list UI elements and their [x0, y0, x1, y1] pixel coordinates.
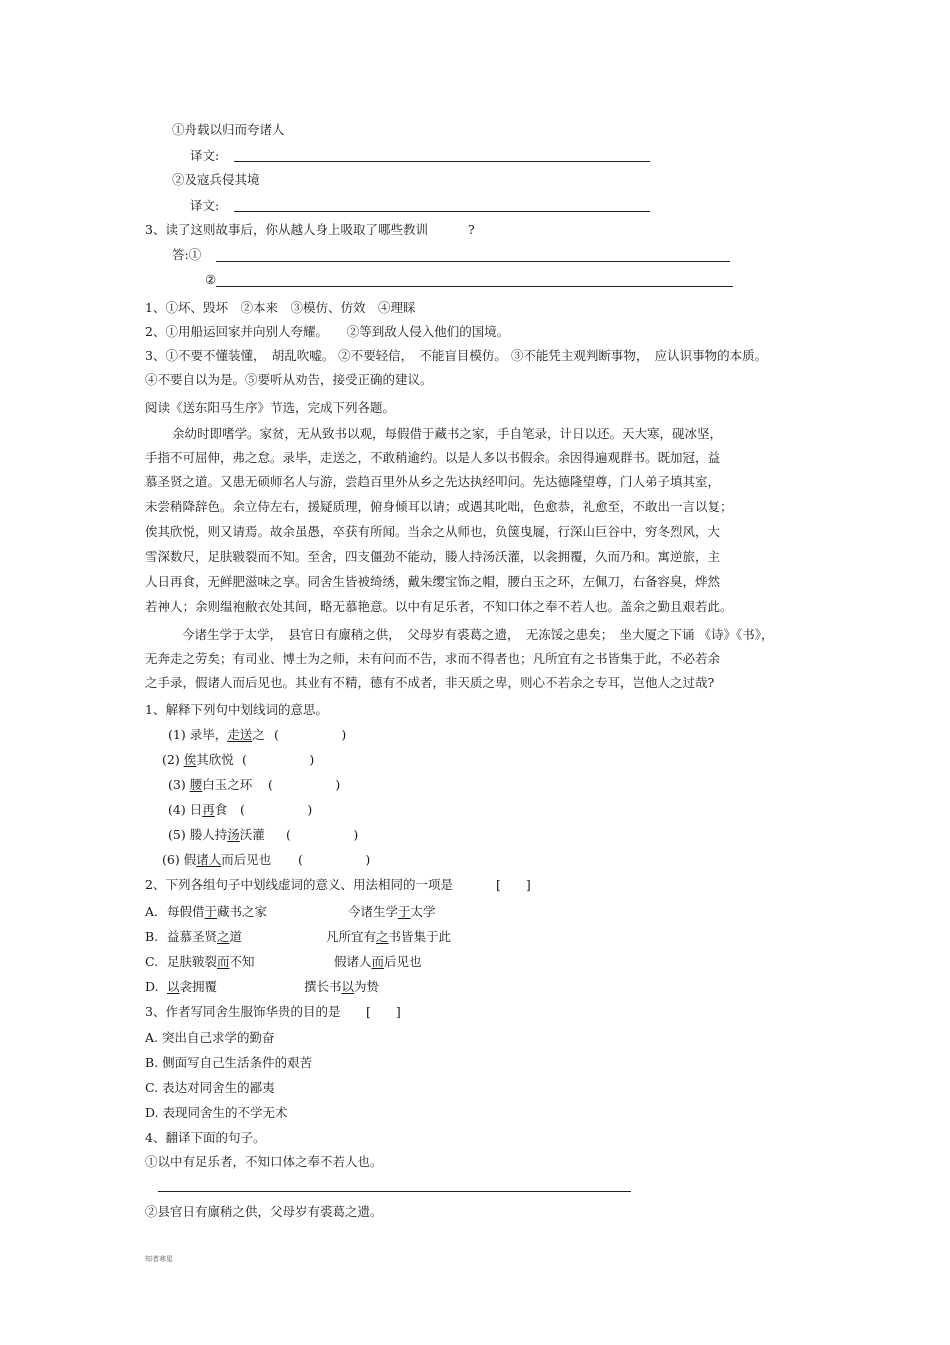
underlined-word: 走送 [227, 727, 253, 742]
item-number: (3) [168, 777, 190, 792]
option-label: C. [145, 954, 159, 969]
choice-option-c[interactable] [145, 954, 255, 970]
option-text: 假诸人 [334, 954, 372, 969]
item-text: 食 [214, 802, 228, 817]
option-label: B. [145, 929, 159, 944]
option-text: 每假借 [167, 904, 205, 919]
choice-option-a-second [348, 904, 436, 920]
choice-option-c-second [334, 954, 422, 970]
option-text: 道 [229, 929, 243, 944]
choice-option-b[interactable] [145, 929, 242, 945]
item-text: 录毕， [189, 727, 228, 742]
answer-parenthesis[interactable]: ( ) [286, 827, 359, 842]
question-title: 3、作者写同舍生服饰华贵的目的是 [145, 1004, 341, 1019]
answer-bracket[interactable]: [ ] [496, 877, 531, 892]
item-number: (2) [162, 752, 184, 767]
item-number: (6) [162, 852, 184, 867]
option-text: 后见也 [384, 954, 422, 969]
translation-sentence: ①以中有足乐者，不知口体之奉不若人也。 [145, 1154, 383, 1169]
answer-blank-line[interactable] [234, 161, 650, 162]
translation-label: 译文: [190, 198, 220, 213]
choice-option-b[interactable]: B. 侧面写自己生活条件的艰苦 [145, 1055, 313, 1070]
vocab-item [168, 827, 265, 843]
answer-parenthesis[interactable]: ( ) [240, 802, 313, 817]
option-text: 太学 [410, 904, 436, 919]
question-line: 3、读了这则故事后，你从越人身上吸取了哪些教训 [145, 222, 428, 237]
passage-line: 人日再食，无鲜肥滋味之享。同舍生皆被绮绣，戴朱缨宝饰之帽，腰白玉之环，左佩刀，右备容臭，烨然 [145, 574, 721, 589]
passage-line: 手指不可屈伸，弗之怠。录毕，走送之，不敢稍逾约。以是人多以书假余。余因得遍观群书。既加冠，益 [145, 450, 721, 465]
answer-parenthesis[interactable]: ( ) [274, 727, 347, 742]
answer-label: ② [205, 272, 217, 287]
question-title: 1、解释下列句中划线词的意思。 [145, 702, 328, 717]
choice-option-a[interactable]: A. 突出自己求学的勤奋 [145, 1030, 275, 1045]
option-text: 书皆集于此 [388, 929, 452, 944]
vocab-item [162, 852, 271, 868]
underlined-word: 俟 [183, 752, 197, 767]
option-text: 为贽 [354, 979, 380, 994]
option-text: 撰长书 [304, 979, 342, 994]
option-label: A. [145, 904, 159, 919]
answer-blank-line[interactable] [234, 211, 650, 212]
underlined-word: 汤 [227, 827, 240, 842]
passage-line: 若神人；余则缊袍敝衣处其间，略无慕艳意。以中有足乐者，不知口体之奉不若人也。盖余之勤且艰若此。 [145, 599, 733, 614]
option-text: 益慕圣贤 [167, 929, 218, 944]
underlined-word: 再 [202, 802, 215, 817]
underlined-word: 之 [376, 929, 389, 944]
option-text: 衾拥覆 [179, 979, 218, 994]
passage-line: 余幼时即嗜学。家贫，无从致书以观，每假借于藏书之家，手自笔录，计日以还。天大寒，砚冰坚， [172, 426, 723, 441]
answer-parenthesis[interactable]: ( ) [242, 752, 315, 767]
question-mark: ? [468, 222, 475, 237]
item-text: 其欣悦 [196, 752, 234, 767]
item-text: 沃灌 [239, 827, 265, 842]
passage-line: 未尝稍降辞色。余立侍左右，援疑质理，俯身倾耳以请；或遇其叱咄，色愈恭，礼愈至，不敢出一言以复； [145, 499, 733, 514]
answer-parenthesis[interactable]: ( ) [298, 852, 371, 867]
option-text: 藏书之家 [217, 904, 268, 919]
option-label: D. [145, 979, 159, 994]
question-title: 2、下列各组句子中划线虚词的意义、用法相同的一项是 [145, 877, 453, 892]
underlined-word: 之 [217, 929, 230, 944]
passage-line: 俟其欣悦，则又请焉。故余虽愚，卒获有所闻。当余之从师也，负箧曳屣，行深山巨谷中，穷冬烈风，大 [145, 524, 721, 539]
answer-blank-line[interactable] [158, 1191, 631, 1192]
passage-line: 之手录，假诸人而后见也。其业有不精，德有不成者，非天质之卑，则心不若余之专耳，岂他人之过哉? [145, 675, 715, 690]
question-line: ②及寇兵侵其境 [172, 172, 260, 187]
question-line: ①舟载以归而夸诸人 [172, 122, 285, 137]
choice-option-d[interactable] [145, 979, 217, 995]
option-text: 不知 [229, 954, 255, 969]
answer-key-line: 1、①坏、毁坏 ②本来 ③模仿、仿效 ④理睬 [145, 300, 416, 315]
underlined-word: 以 [167, 979, 180, 994]
option-text: 凡所宜有 [326, 929, 377, 944]
passage-line: 雪深数尺，足肤皲裂而不知。至舍，四支僵劲不能动，媵人持汤沃灌，以衾拥覆，久而乃和。寓逆旅，主 [145, 549, 721, 564]
vocab-item [168, 777, 252, 793]
item-text: 假 [183, 852, 197, 867]
translation-sentence: ②县官日有廪稍之供，父母岁有裘葛之遗。 [145, 1204, 383, 1219]
item-text: 媵人持 [189, 827, 228, 842]
item-text: 白玉之环 [202, 777, 253, 792]
reading-intro: 阅读《送东阳马生序》节选，完成下列各题。 [145, 400, 396, 415]
answer-parenthesis[interactable]: ( ) [268, 777, 341, 792]
option-text: 今诸生学 [348, 904, 399, 919]
underlined-word: 而 [371, 954, 385, 969]
underlined-word: 诸人 [196, 852, 222, 867]
underlined-word: 于 [398, 904, 411, 919]
answer-blank-line[interactable] [216, 261, 730, 262]
choice-option-b-second [326, 929, 451, 945]
choice-option-c[interactable]: C. 表达对同舍生的鄙夷 [145, 1080, 275, 1095]
choice-option-d[interactable]: D. 表现同舍生的不学无术 [145, 1105, 288, 1120]
item-number: (5) [168, 827, 190, 842]
question-title: 4、翻译下面的句子。 [145, 1130, 266, 1145]
item-number: (1) [168, 727, 190, 742]
answer-key-line: 2、①用船运回家并向别人夸耀。 ②等到敌人侵入他们的国境。 [145, 324, 510, 339]
passage-line: 无奔走之劳矣；有司业、博士为之师，未有问而不告，求而不得者也；凡所宜有之书皆集于此，不必若余 [145, 651, 721, 666]
choice-option-a[interactable] [145, 904, 267, 920]
item-text: 而后见也 [221, 852, 272, 867]
item-text: 日 [189, 802, 203, 817]
choice-option-d-second [304, 979, 379, 995]
vocab-item [168, 727, 265, 743]
passage-line: 慕圣贤之道。又患无硕师名人与游，尝趋百里外从乡之先达执经叩问。先达德隆望尊，门人弟子填其室， [145, 474, 721, 489]
page-footer: 知者寒星 [145, 1255, 173, 1263]
underlined-word: 以 [341, 979, 355, 994]
translation-label: 译文: [190, 148, 220, 163]
answer-key-line: ④不要自以为是。⑤要听从劝告，接受正确的建议。 [145, 372, 433, 387]
answer-key-line: 3、①不要不懂装懂， 胡乱吹嘘。 ②不要轻信， 不能盲目模仿。 ③不能凭主观判断事物， 应认识事物的本质。 [145, 348, 768, 363]
answer-bracket[interactable]: [ ] [366, 1004, 401, 1019]
underlined-word: 于 [204, 904, 218, 919]
item-number: (4) [168, 802, 190, 817]
underlined-word: 腰 [189, 777, 203, 792]
vocab-item [168, 802, 227, 818]
item-text: 之 [252, 727, 265, 742]
vocab-item [162, 752, 234, 768]
passage-line: 今诸生学于太学， 县官日有廪稍之供， 父母岁有裘葛之遗， 无冻馁之患矣； 坐大厦之下诵 《诗》《书》， [182, 627, 774, 642]
option-text: 足肤皲裂 [167, 954, 218, 969]
underlined-word: 而 [217, 954, 230, 969]
answer-label: 答:① [172, 247, 202, 262]
answer-blank-line[interactable] [216, 286, 733, 287]
